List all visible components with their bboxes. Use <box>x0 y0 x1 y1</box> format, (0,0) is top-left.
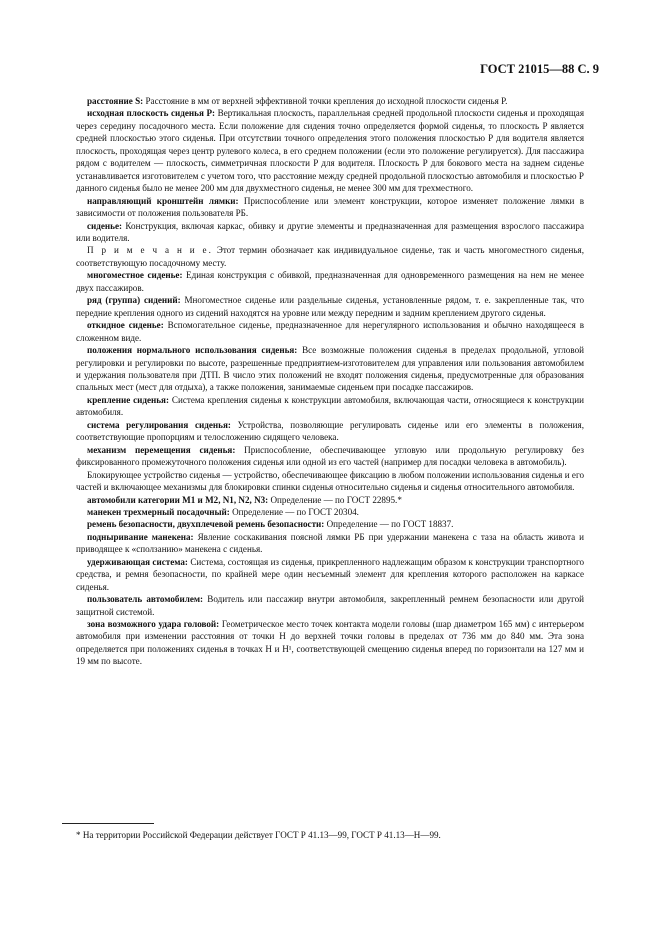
definition-text: Приспособление, обеспечивающее угловую или продольную регулировку без фиксированного промежуточного положения сиденья или одной из его частей (например для посадки человека в автомобиль). <box>76 444 584 468</box>
definition-paragraph <box>76 518 584 530</box>
definition-text: Определение — по ГОСТ 20304. <box>229 506 359 517</box>
definition-paragraph <box>76 556 584 593</box>
term: откидное сиденье: <box>87 320 164 331</box>
term: исходная плоскость сиденья P: <box>87 108 216 119</box>
definition-paragraph <box>76 394 584 419</box>
definition-paragraph <box>76 506 584 518</box>
definition-paragraph <box>76 95 584 107</box>
note-text: Этот термин обозначает как индивидуальное сиденье, так и часть многоместного сиденья, соответствующую посадочному месту. <box>76 245 584 268</box>
term: манекен трехмерный посадочный: <box>87 506 230 517</box>
term: многоместное сиденье: <box>87 270 183 281</box>
term: система регулирования сиденья: <box>87 419 231 430</box>
definition-text: Конструкция, включая каркас, обивку и другие элементы и предназначенная для размещения взрослого пассажира или водителя. <box>76 220 584 243</box>
definition-text: Все возможные положения сиденья в пределах продольной, угловой регулировки и регулировки по высоте, разрешенные предприятием-изготовителем для управления или пользования автомобилем и удержания пользователя при ДТП. В число этих положений не входят положения сиденья, предусмотренные для образования спальных мест (мест для отдыха), а также положения, занимаемые сиденьем при посадке пассажиров. <box>76 345 584 393</box>
definition-paragraph <box>76 494 584 506</box>
term: крепление сиденья: <box>87 394 170 405</box>
definition-text: Блокирующее устройство сиденья — устройство, обеспечивающее фиксацию в любом положении использования сиденья и его частей и включающее механизмы для блокировки спинки сиденья относительно сиденья и сиденья относительного автомобиля. <box>76 469 584 493</box>
term: удерживающая система: <box>87 556 188 567</box>
definition-paragraph <box>76 444 584 469</box>
definition-paragraph <box>76 618 584 668</box>
definition-paragraph <box>76 419 584 444</box>
definition-text: Приспособление или элемент конструкции, которое изменяет положение лямки в зависимости от положения пользователя РБ. <box>76 195 585 219</box>
definition-paragraph <box>76 344 584 394</box>
definition-text: Устройства, позволяющие регулировать сиденье или его элементы в положения, соответствующие пропорциям и телосложению сидящего человека. <box>76 419 584 443</box>
definition-paragraph <box>76 294 584 319</box>
definition-text: Вертикальная плоскость, параллельная средней продольной плоскости сиденья и проходящая через середину посадочного места. Если положение для сидения точно определяется формой сиденья, то плоскость P является средней плоскостью этого сиденья. При отсутствии точного определения этого положения плоскостью P для водителя является плоскость, проходящая через центр рулевого колеса, в его среднем положении (если это положение регулируется). Для пассажира рядом с водителем — плоскость, симметричная плоскости P для водителя. Плоскость P для бокового места на заднем сиденье устанавливается изготовителем с учетом того, что расстояние между средней продольной плоскостью автомобиля и плоскостью P данного сиденья было не менее 200 мм для двухместного сиденья, не менее 300 мм для трехместного. <box>76 108 585 194</box>
definition-text: Многоместное сиденье или раздельные сиденья, установленные рядом, т. е. закрепленные так, что передние крепления одного из сидений находятся на уровне или между передним и задним креплением другого сиденья. <box>76 295 585 318</box>
definition-text: Система, состоящая из сиденья, прикрепленного надлежащим образом к конструкции транспортного средства, и ремня безопасности, по крайней мере один несъемный элемент для крепления которого расположен на каркасе сиденья. <box>76 556 584 592</box>
definition-text: Расстояние в мм от верхней эффективной точки крепления до исходной плоскости сиденья P. <box>143 96 508 106</box>
definition-text: Определение — по ГОСТ 18837. <box>324 519 454 530</box>
definition-paragraph <box>76 593 584 618</box>
definition-text: Определение — по ГОСТ 22895.* <box>268 494 402 505</box>
definition-paragraph <box>76 107 584 194</box>
definition-text: Единая конструкция с обивкой, предназначенная для одновременного размещения на нем не менее двух пассажиров. <box>76 270 584 293</box>
term: сиденье: <box>87 220 123 231</box>
term: положения нормального использования сиденья: <box>87 345 298 356</box>
definition-paragraph <box>76 531 584 556</box>
term: направляющий кронштейн лямки: <box>87 195 239 206</box>
definition-paragraph <box>76 195 584 220</box>
definition-text: Водитель или пассажир внутри автомобиля, закрепленный ремнем безопасности или другой защитной системой. <box>76 594 584 617</box>
definition-text: Явление соскакивания поясной лямки РБ при удержании манекена с таза на область живота и приводящее к «сползанию» манекена с сиденья. <box>76 531 585 555</box>
note-paragraph <box>76 244 584 269</box>
term: расстояние S: <box>87 96 144 106</box>
term: подныривание манекена: <box>87 531 194 542</box>
definition-paragraph <box>76 469 584 494</box>
definition-paragraph <box>76 269 584 294</box>
definition-paragraph <box>76 319 584 344</box>
footnote: * На территории Российской Федерации действует ГОСТ Р 41.13—99, ГОСТ Р 41.13—Н—99. <box>76 830 441 840</box>
term: ряд (группа) сидений: <box>87 295 181 306</box>
document-body <box>76 95 584 668</box>
term: пользователь автомобилем: <box>87 594 204 605</box>
definition-text: Вспомогательное сиденье, предназначенное для нерегулярного использования и обычно находящееся в сложенном виде. <box>76 320 584 343</box>
term: ремень безопасности, двухплечевой ремень безопасности: <box>87 519 325 530</box>
term: автомобили категории M1 и M2, N1, N2, N3: <box>87 494 269 505</box>
definition-paragraph <box>76 220 584 245</box>
footnote-divider <box>62 823 154 824</box>
note-label: П р и м е ч а н и е. <box>87 245 213 256</box>
term: зона возможного удара головой: <box>87 619 220 630</box>
term: механизм перемещения сиденья: <box>87 444 236 455</box>
definition-text: Геометрическое место точек контакта модели головы (шар диаметром 165 мм) с интерьером автомобиля при изменении расстояния от точки H до верхней точки головы в пределах от 736 мм до 840 мм. Эта зона определяется при положениях сиденья в точках H и H¹, соответствующей смещению сиденья вперед по горизонтали на 127 мм и 19 мм по высоте. <box>76 619 585 667</box>
page-header: ГОСТ 21015—88 С. 9 <box>480 62 599 76</box>
definition-text: Система крепления сиденья к конструкции автомобиля, включающая части, относящиеся к конструкции автомобиля. <box>76 394 584 418</box>
